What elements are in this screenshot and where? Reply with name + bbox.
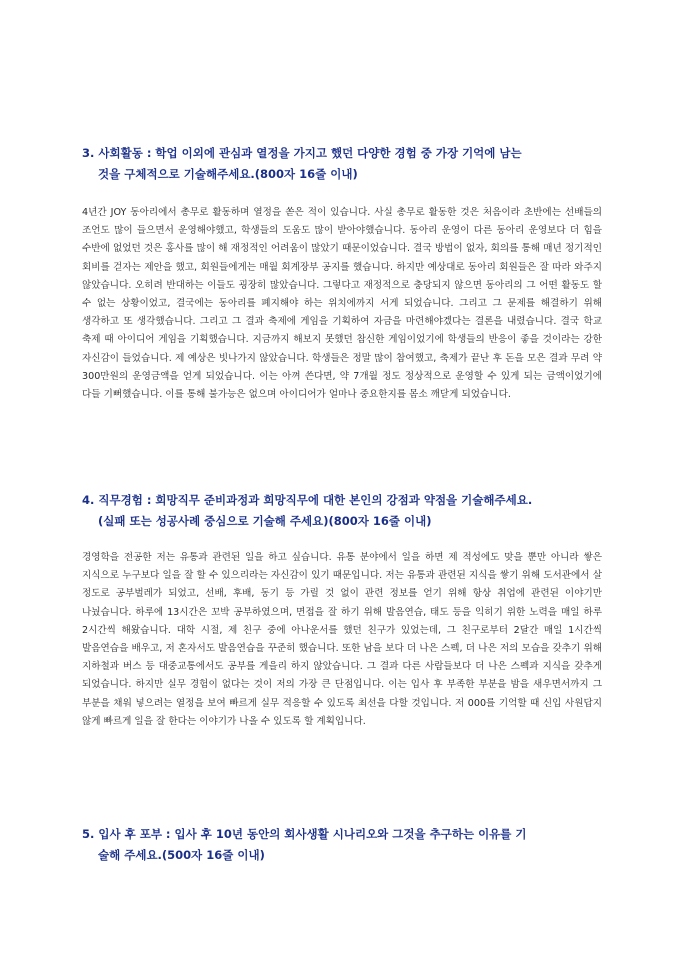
section-5-question-line2: 술해 주세요.(500자 16줄 이내) — [98, 848, 265, 862]
section-5-question — [82, 824, 602, 866]
section-3-question-line1: 3. 사회활동 : 학업 이외에 관심과 열정을 가지고 했던 다양한 경험 중 가장 기억에 남는 — [82, 146, 522, 160]
section-3-question-line2: 것을 구체적으로 기술해주세요.(800자 16줄 이내) — [98, 167, 358, 181]
section-3-question — [82, 143, 602, 185]
section-3-answer: 4년간 JOY 동아리에서 총무로 활동하며 열정을 쏟은 적이 있습니다. 사실 총무로 활동한 것은 처음이라 초반에는 선배들의 조언도 많이 들으면서 운영해야했고, 학생들의 도움도 많이 받아야했습니다. 동아리 운영이 다른 동아리 운영보다 더 힘을 수반에 없었던 것은 홍사를 많이 해 재정적인 어려움이 많았기 때문이었습니다. 결국 방법이 없자, 회의를 통해 매년 정기적인 회비를 걷자는 제안을 했고, 회원들에게는 매월 회계장부 공지를 했습니다. 하지만 예상대로 동아리 회원들은 잘 따라 와주지 않았습니다. 오히려 반대하는 이들도 굉장히 많았습니다. 그렇다고 재정적으로 충당되지 않으면 동아리의 그 어떤 활동도 할 수 없는 상황이었고, 결국에는 동아리를 폐지해야 하는 위치에까지 서게 되었습니다. 그리고 그 문제를 해결하기 위해 생각하고 또 생각했습니다. 그리고 그 결과 축제에 게임을 기획하여 자금을 마련해야겠다는 결론을 내렸습니다. 결국 학교 축제 때 아이디어 게임을 기획했습니다. 지금까지 해보지 못했던 참신한 게임이었기에 학생들의 반응이 좋을 것이라는 강한 자신감이 들었습니다. 제 예상은 빗나가지 않았습니다. 학생들은 정말 많이 참여했고, 축제가 끝난 후 돈을 모은 결과 무려 약 300만원의 운영금액을 얻게 되었습니다. 이는 아껴 쓴다면, 약 7개월 정도 정상적으로 운영할 수 있게 되는 금액이었기에 다들 기뻐했습니다. 이를 통해 불가능은 없으며 아이디어가 얼마나 중요한지를 몸소 깨닫게 되었습니다. — [82, 207, 602, 401]
section-4-question — [82, 490, 602, 532]
section-4-question-line2: (실패 또는 성공사례 중심으로 기술해 주세요)(800자 16줄 이내) — [98, 514, 432, 528]
section-4-question-line1: 4. 직무경험 : 희망직무 준비과정과 희망직무에 대한 본인의 강점과 약점을 기술해주세요. — [82, 493, 533, 507]
section-4-answer: 경영학을 전공한 저는 유통과 관련된 일을 하고 싶습니다. 유통 분야에서 일을 하면 제 적성에도 맞을 뿐만 아니라 쌓은 지식으로 누구보다 일을 잘 할 수 있으리라는 자신감이 있기 때문입니다. 저는 유통과 관련된 지식을 쌓기 위해 도서관에서 살 정도로 공부벌레가 되었고, 선배, 후배, 동기 등 가릴 것 없이 관련 정보를 얻기 위해 항상 취업에 관련된 이야기만 나눴습니다. 하루에 13시간은 꼬박 공부하였으며, 면접을 잘 하기 위해 발음연습, 태도 등을 익히기 위한 노력을 매일 하루 2시간씩 해왔습니다. 대학 시절, 제 친구 중에 아나운서를 했던 친구가 있었는데, 그 친구로부터 2달간 매일 1시간씩 발음연습을 배우고, 저 혼자서도 발음연습을 꾸준히 했습니다. 또한 남을 보다 더 나은 스펙, 더 나은 저의 모습을 갖추기 위해 지하철과 버스 등 대중교통에서도 공부를 게을리 하지 않았습니다. 그 결과 다른 사람들보다 더 나은 스펙과 지식을 갖추게 되었습니다. 하지만 실무 경험이 없다는 것이 저의 가장 큰 단점입니다. 이는 입사 후 부족한 부분을 밤을 새우면서까지 그 부분을 채워 넣으려는 열정을 보여 빠르게 실무 적응할 수 있도록 최선을 다할 것입니다. 저 000를 기억할 때 신입 사원답지 않게 빠르게 일을 잘 한다는 이야기가 나올 수 있도록 할 계획입니다. — [82, 552, 602, 727]
section-5-question-line1: 5. 입사 후 포부 : 입사 후 10년 동안의 회사생활 시나리오와 그것을 추구하는 이유를 기 — [82, 827, 527, 841]
